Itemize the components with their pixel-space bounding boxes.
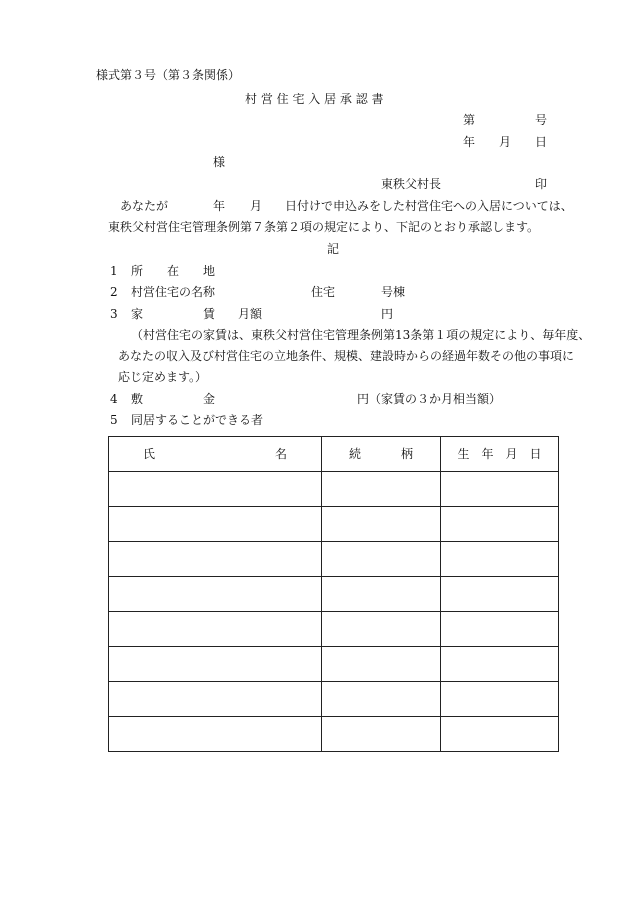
cohabitant-table-body bbox=[109, 472, 559, 752]
header-relation-b: 柄 bbox=[401, 447, 414, 461]
item3-number: 3 bbox=[110, 307, 118, 321]
header-name bbox=[109, 437, 322, 472]
issuer-name: 東秩父村長 bbox=[381, 177, 442, 191]
table-row bbox=[109, 647, 559, 682]
relation-cell[interactable] bbox=[322, 647, 441, 682]
seal-mark: 印 bbox=[535, 177, 548, 191]
body-line1-suffix: 日付けで申込みをした村営住宅への入居については、 bbox=[285, 199, 573, 213]
item1-number: 1 bbox=[110, 264, 118, 278]
date-month: 月 bbox=[499, 135, 512, 149]
item4-number: 4 bbox=[110, 392, 118, 406]
birthdate-cell[interactable] bbox=[441, 577, 559, 612]
table-row bbox=[109, 717, 559, 752]
item3-label-b: 賃 bbox=[203, 307, 216, 321]
cohabitant-table-header bbox=[109, 437, 559, 472]
table-row bbox=[109, 682, 559, 717]
item2-jutaku: 住宅 bbox=[311, 285, 336, 299]
relation-cell[interactable] bbox=[322, 507, 441, 542]
name-cell[interactable] bbox=[109, 682, 322, 717]
document-title: 村 営 住 宅 入 居 承 認 書 bbox=[245, 92, 384, 106]
relation-cell[interactable] bbox=[322, 682, 441, 717]
item1-label-c: 地 bbox=[203, 264, 216, 278]
rent-note-line1: （村営住宅の家賃は、東秩父村営住宅管理条例第13条第１項の規定により、毎年度、 bbox=[131, 328, 591, 342]
item2-label: 村営住宅の名称 bbox=[131, 285, 216, 299]
date-day: 日 bbox=[535, 135, 548, 149]
header-name-b: 名 bbox=[275, 447, 288, 461]
item4-label-b: 金 bbox=[203, 392, 216, 406]
form-number: 様式第３号（第３条関係） bbox=[96, 68, 241, 82]
header-name-a: 氏 bbox=[142, 447, 155, 461]
birthdate-cell[interactable] bbox=[441, 647, 559, 682]
cohabitant-table bbox=[108, 436, 559, 752]
table-row bbox=[109, 542, 559, 577]
number-go: 号 bbox=[535, 113, 548, 127]
birthdate-cell[interactable] bbox=[441, 612, 559, 647]
birthdate-cell[interactable] bbox=[441, 682, 559, 717]
relation-cell[interactable] bbox=[322, 542, 441, 577]
birthdate-cell[interactable] bbox=[441, 542, 559, 577]
body-line1-prefix: あなたが bbox=[120, 199, 169, 213]
header-relation-a: 続 bbox=[348, 447, 361, 461]
relation-cell[interactable] bbox=[322, 472, 441, 507]
name-cell[interactable] bbox=[109, 542, 322, 577]
name-cell[interactable] bbox=[109, 577, 322, 612]
item2-number: 2 bbox=[110, 285, 118, 299]
item3-yen: 円 bbox=[381, 307, 394, 321]
table-row bbox=[109, 507, 559, 542]
birthdate-cell[interactable] bbox=[441, 717, 559, 752]
addressee-sama: 様 bbox=[213, 155, 226, 169]
rent-note-line2: あなたの収入及び村営住宅の立地条件、規模、建設時からの経過年数その他の事項に bbox=[118, 349, 575, 363]
header-birthdate: 生 年 月 日 bbox=[441, 437, 559, 472]
item5-label: 同居することができる者 bbox=[131, 413, 264, 427]
item3-label-a: 家 bbox=[131, 307, 144, 321]
date-year: 年 bbox=[463, 135, 476, 149]
table-row bbox=[109, 472, 559, 507]
item1-label-b: 在 bbox=[167, 264, 180, 278]
item1-label-a: 所 bbox=[131, 264, 144, 278]
header-relation bbox=[322, 437, 441, 472]
ki-heading: 記 bbox=[327, 242, 340, 256]
item4-label-a: 敷 bbox=[131, 392, 144, 406]
table-row bbox=[109, 612, 559, 647]
body-line1-year: 年 bbox=[213, 199, 226, 213]
item2-goto: 号棟 bbox=[381, 285, 406, 299]
name-cell[interactable] bbox=[109, 717, 322, 752]
number-dai: 第 bbox=[463, 113, 476, 127]
birthdate-cell[interactable] bbox=[441, 472, 559, 507]
relation-cell[interactable] bbox=[322, 577, 441, 612]
name-cell[interactable] bbox=[109, 612, 322, 647]
name-cell[interactable] bbox=[109, 647, 322, 682]
name-cell[interactable] bbox=[109, 507, 322, 542]
rent-note-line3: 応じ定めます。） bbox=[118, 370, 208, 384]
body-line1-month: 月 bbox=[250, 199, 263, 213]
relation-cell[interactable] bbox=[322, 612, 441, 647]
body-line2: 東秩父村営住宅管理条例第７条第２項の規定により、下記のとおり承認します。 bbox=[108, 220, 540, 234]
name-cell[interactable] bbox=[109, 472, 322, 507]
item4-yen-note: 円（家賃の３か月相当額） bbox=[357, 392, 502, 406]
item5-number: 5 bbox=[110, 413, 118, 427]
relation-cell[interactable] bbox=[322, 717, 441, 752]
table-row bbox=[109, 577, 559, 612]
item3-monthly: 月額 bbox=[238, 307, 263, 321]
birthdate-cell[interactable] bbox=[441, 507, 559, 542]
